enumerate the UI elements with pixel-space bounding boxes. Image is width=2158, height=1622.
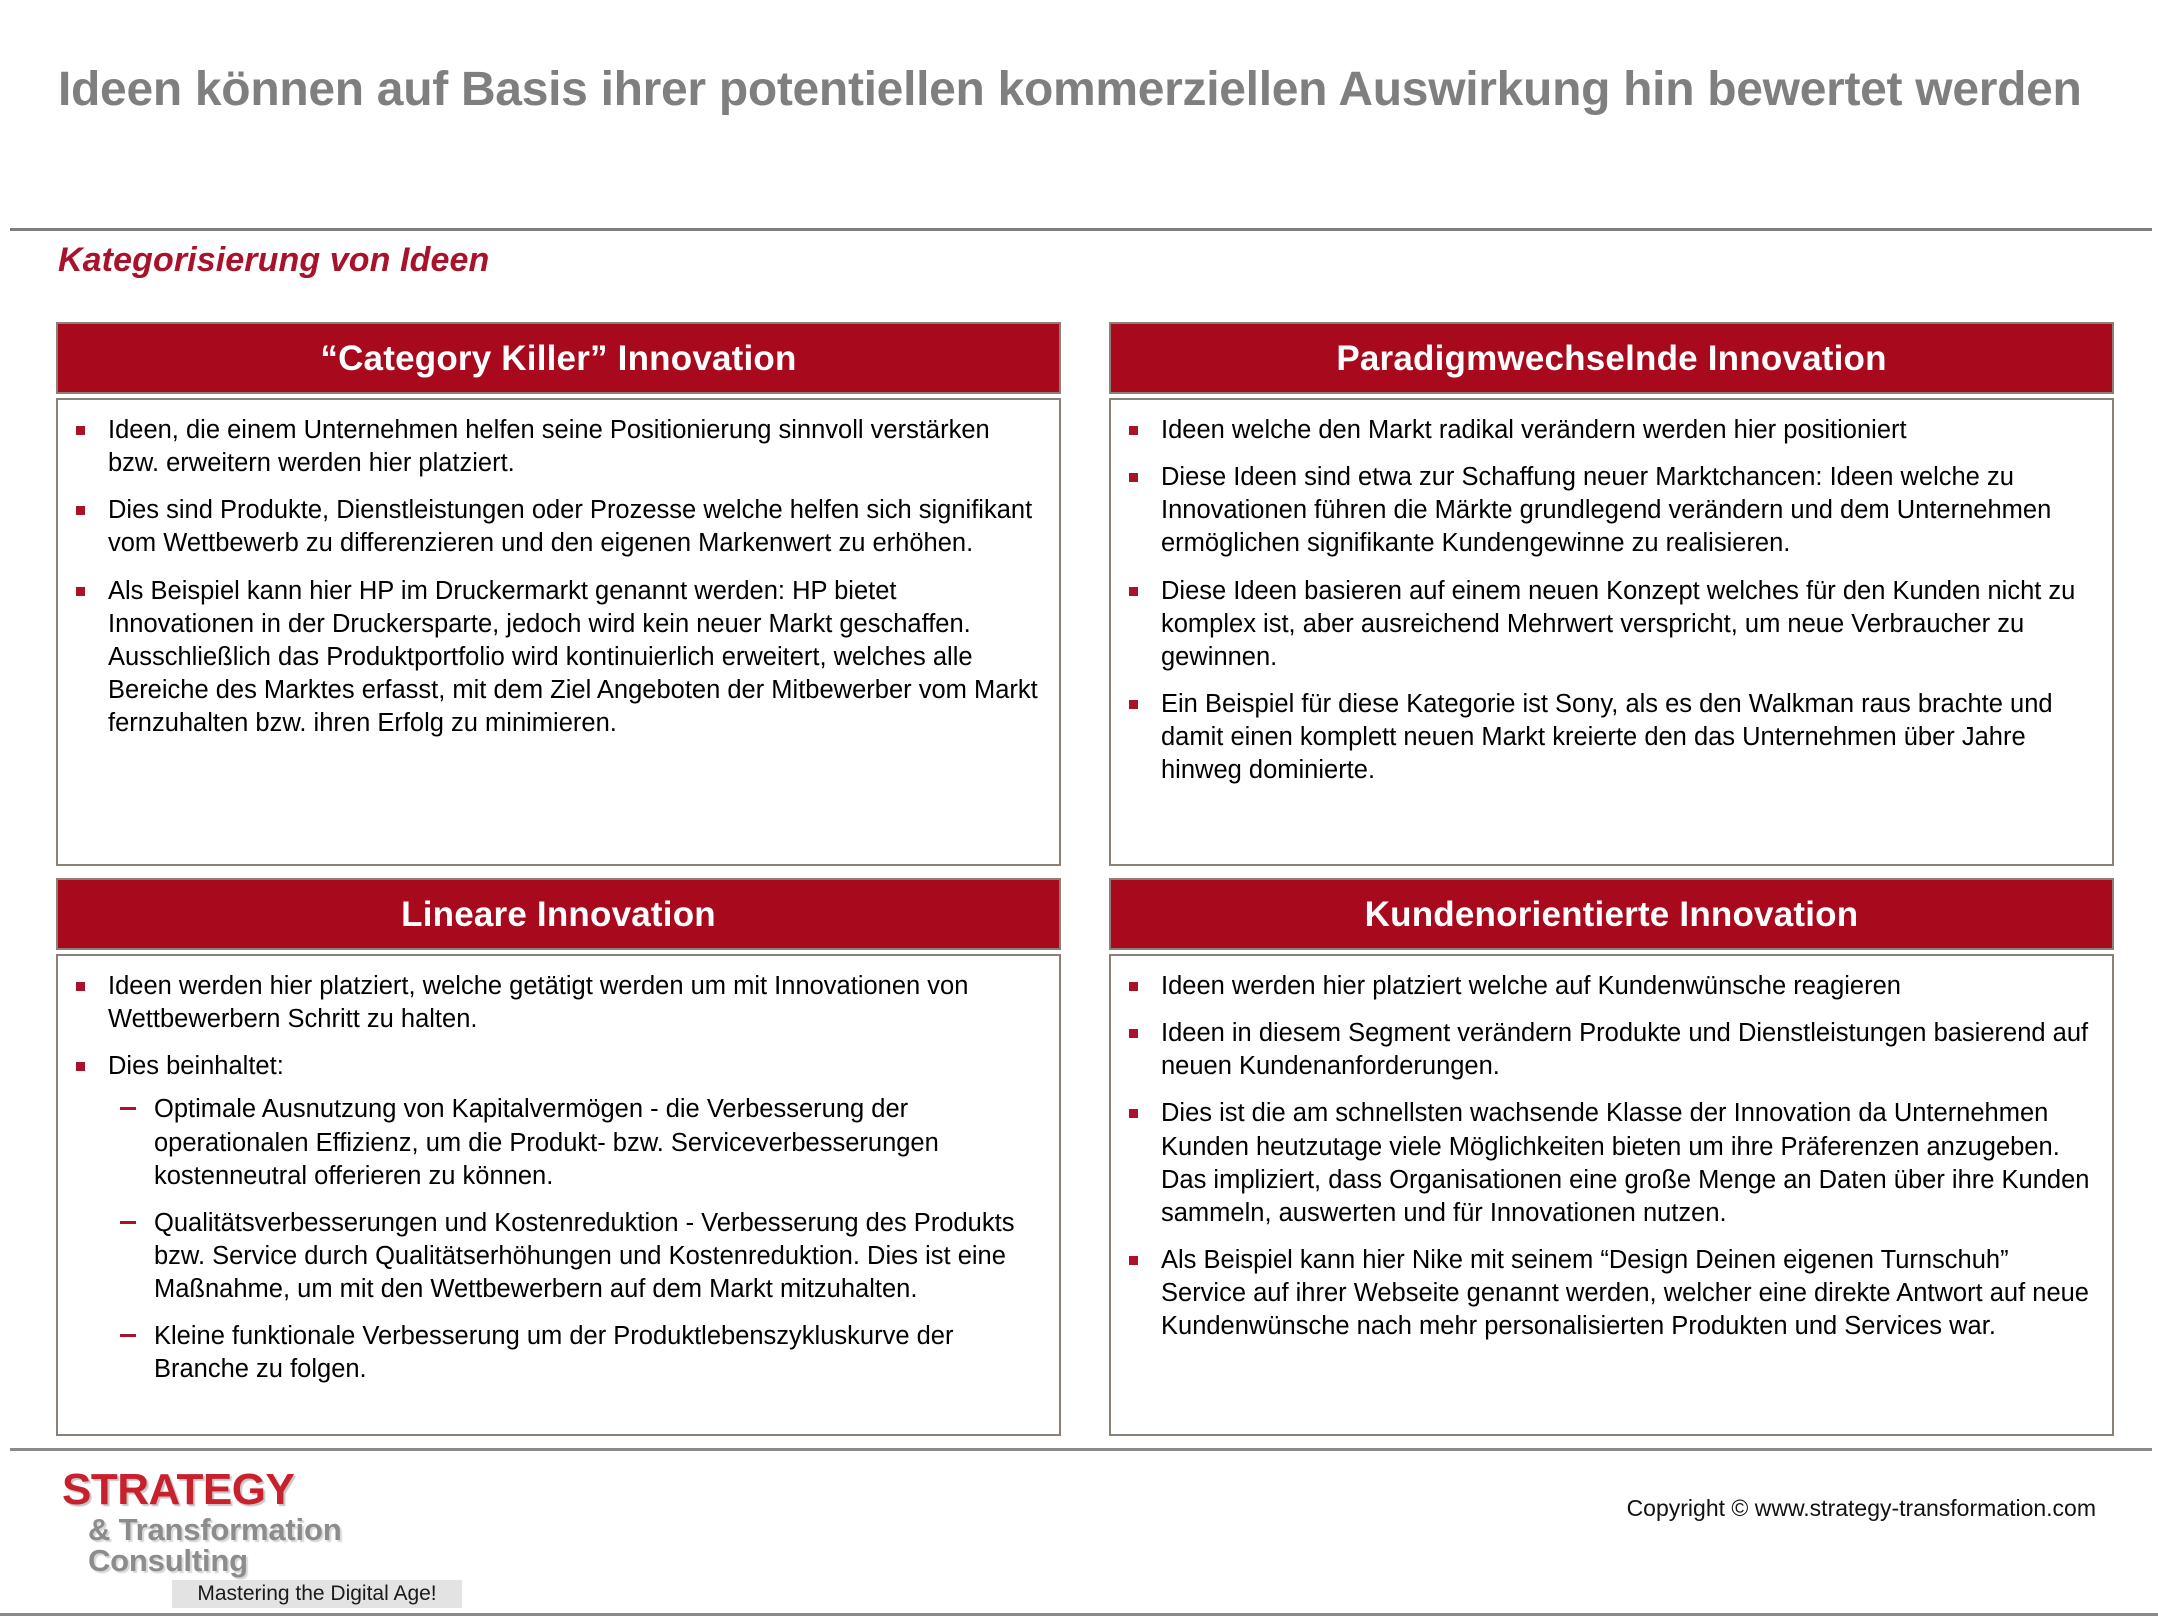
list-item-text: Als Beispiel kann hier Nike mit seinem “Design Deinen eigenen Turnschuh” Service auf ihrer Webseite genannt werden, welcher eine direkte Antwort auf neue Kundenwünsche nach mehr personalisierten Produkten und Services war.	[1161, 1245, 2089, 1341]
sub-list-item-text: Kleine funktionale Verbesserung um der Produktlebenszykluskurve der Branche zu folgen.	[154, 1322, 954, 1384]
list-item	[1123, 1017, 2096, 1083]
slide-bottom-edge	[0, 1613, 2158, 1622]
square-bullet-icon	[1129, 1029, 1138, 1038]
quadrant-kundenorientierte-innovation	[1109, 878, 2114, 1436]
list-item-text: Dies sind Produkte, Dienstleistungen oder Prozesse welche helfen sich signifikant vom Wettbewerb zu differenzieren und den eigenen Markenwert zu erhöhen.	[108, 496, 1033, 558]
quadrant-title: Paradigmwechselnde Innovation	[1336, 338, 1887, 378]
quadrant-header-bar	[1109, 878, 2114, 950]
list-item-text: Als Beispiel kann hier HP im Druckermarkt genannt werden: HP bietet Innovationen in der Druckersparte, jedoch wird kein neuer Markt geschaffen. Ausschließlich das Produktportfolio wird kontinuierlich erweitert, welches alle Bereiche des Marktes erfasst, mit dem Ziel Angeboten der Mitbewerber vom Markt fernzuhalten bzw. ihren Erfolg zu minimieren.	[108, 576, 1038, 738]
logo-secondary-text: & Transformation Consulting	[88, 1512, 342, 1578]
list-item	[1123, 461, 2096, 560]
dash-bullet-icon	[120, 1107, 136, 1110]
list-item	[70, 970, 1043, 1036]
sub-list-item	[108, 1320, 1043, 1386]
list-item-text: Dies beinhaltet:	[108, 1052, 284, 1081]
square-bullet-icon	[1129, 700, 1138, 709]
list-item	[1123, 414, 2096, 447]
sub-list-item-text: Optimale Ausnutzung von Kapitalvermögen - die Verbesserung der operationalen Effizienz, um die Produkt- bzw. Serviceverbesserungen kostenneutral offerieren zu können.	[154, 1095, 939, 1190]
list-item-text: Ein Beispiel für diese Kategorie ist Sony, als es den Walkman raus brachte und damit einen komplett neuen Markt kreierte den das Unternehmen über Jahre hinweg dominierte.	[1161, 689, 2053, 785]
bullet-list	[70, 970, 1043, 1387]
square-bullet-icon	[1129, 587, 1138, 596]
square-bullet-icon	[76, 426, 85, 435]
quadrant-title: Lineare Innovation	[401, 894, 716, 934]
list-item-text: Ideen werden hier platziert, welche getätigt werden um mit Innovationen von Wettbewerbern Schritt zu halten.	[108, 972, 969, 1034]
list-item-text: Ideen, die einem Unternehmen helfen seine Positionierung sinnvoll verstärken bzw. erweitern werden hier platziert.	[108, 416, 990, 478]
quadrant-paradigmwechselnde-innovation	[1109, 322, 2114, 866]
bullet-list	[70, 414, 1043, 740]
square-bullet-icon	[76, 1062, 85, 1071]
quadrant-category-killer-innovation	[56, 322, 1061, 866]
quadrant-title: “Category Killer” Innovation	[320, 338, 797, 378]
slide-left-edge	[0, 0, 3, 1622]
quadrant-body	[56, 398, 1061, 866]
page-title: Ideen können auf Basis ihrer potentiellen kommerziellen Auswirkung hin bewertet werden	[58, 63, 2082, 116]
bullet-list	[1123, 414, 2096, 787]
list-item-text: Dies ist die am schnellsten wachsende Klasse der Innovation da Unternehmen Kunden heutzutage viele Möglichkeiten bieten um ihre Präferenzen anzugeben. Das impliziert, dass Organisationen eine große Menge an Daten über ihre Kunden sammeln, auswerten und für Innovationen nutzen.	[1161, 1099, 2090, 1227]
list-item	[1123, 1097, 2096, 1230]
list-item	[1123, 970, 2096, 1003]
dash-bullet-icon	[120, 1334, 136, 1337]
sub-bullet-list	[108, 1093, 1043, 1386]
title-divider	[10, 228, 2152, 231]
quadrant-lineare-innovation	[56, 878, 1061, 1436]
square-bullet-icon	[1129, 1109, 1138, 1118]
quadrant-header-bar	[56, 322, 1061, 394]
list-item	[1123, 688, 2096, 787]
header	[58, 62, 2088, 119]
quadrant-header-bar	[1109, 322, 2114, 394]
square-bullet-icon	[1129, 982, 1138, 991]
list-item	[1123, 575, 2096, 674]
list-item-text: Diese Ideen basieren auf einem neuen Konzept welches für den Kunden nicht zu komplex ist, aber ausreichend Mehrwert verspricht, um neue Verbraucher zu gewinnen.	[1161, 576, 2076, 671]
list-item-text: Ideen welche den Markt radikal verändern werden hier positioniert	[1161, 416, 1907, 444]
quadrant-body	[56, 954, 1061, 1436]
square-bullet-icon	[1129, 426, 1138, 435]
logo-tagline-text: Mastering the Digital Age!	[197, 1582, 437, 1605]
footer-divider	[10, 1448, 2152, 1451]
square-bullet-icon	[1129, 1256, 1138, 1265]
dash-bullet-icon	[120, 1221, 136, 1224]
company-logo	[62, 1465, 502, 1608]
logo-primary-text: STRATEGY	[62, 1465, 295, 1514]
square-bullet-icon	[76, 506, 85, 515]
bullet-list	[1123, 970, 2096, 1343]
copyright-text: Copyright © www.strategy-transformation.com	[1626, 1495, 2096, 1521]
square-bullet-icon	[76, 587, 85, 596]
list-item-text: Ideen in diesem Segment verändern Produkte und Dienstleistungen basierend auf neuen Kundenanforderungen.	[1161, 1019, 2089, 1081]
sub-list-item	[108, 1093, 1043, 1192]
quadrant-body	[1109, 954, 2114, 1436]
sub-list-item	[108, 1207, 1043, 1306]
list-item	[70, 575, 1043, 741]
page-subtitle: Kategorisierung von Ideen	[58, 241, 490, 279]
logo-tagline-band	[172, 1580, 462, 1608]
square-bullet-icon	[76, 982, 85, 991]
quadrant-header-bar	[56, 878, 1061, 950]
quadrant-title: Kundenorientierte Innovation	[1364, 894, 1859, 934]
square-bullet-icon	[1129, 473, 1138, 482]
list-item	[1123, 1244, 2096, 1343]
quadrant-body	[1109, 398, 2114, 866]
list-item	[70, 414, 1043, 480]
sub-list-item-text: Qualitätsverbesserungen und Kostenreduktion - Verbesserung des Produkts bzw. Service durch Qualitätserhöhungen und Kostenreduktion. Dies ist eine Maßnahme, um mit den Wettbewerbern auf dem Markt mitzuhalten.	[154, 1208, 1015, 1304]
list-item	[70, 1050, 1043, 1386]
list-item-text: Ideen werden hier platziert welche auf Kundenwünsche reagieren	[1161, 972, 1901, 1000]
category-grid	[56, 322, 2114, 1436]
list-item	[70, 494, 1043, 560]
list-item-text: Diese Ideen sind etwa zur Schaffung neuer Marktchancen: Ideen welche zu Innovationen führen die Märkte grundlegend verändern und dem Unternehmen ermöglichen signifikante Kundengewinne zu realisieren.	[1161, 463, 2052, 558]
